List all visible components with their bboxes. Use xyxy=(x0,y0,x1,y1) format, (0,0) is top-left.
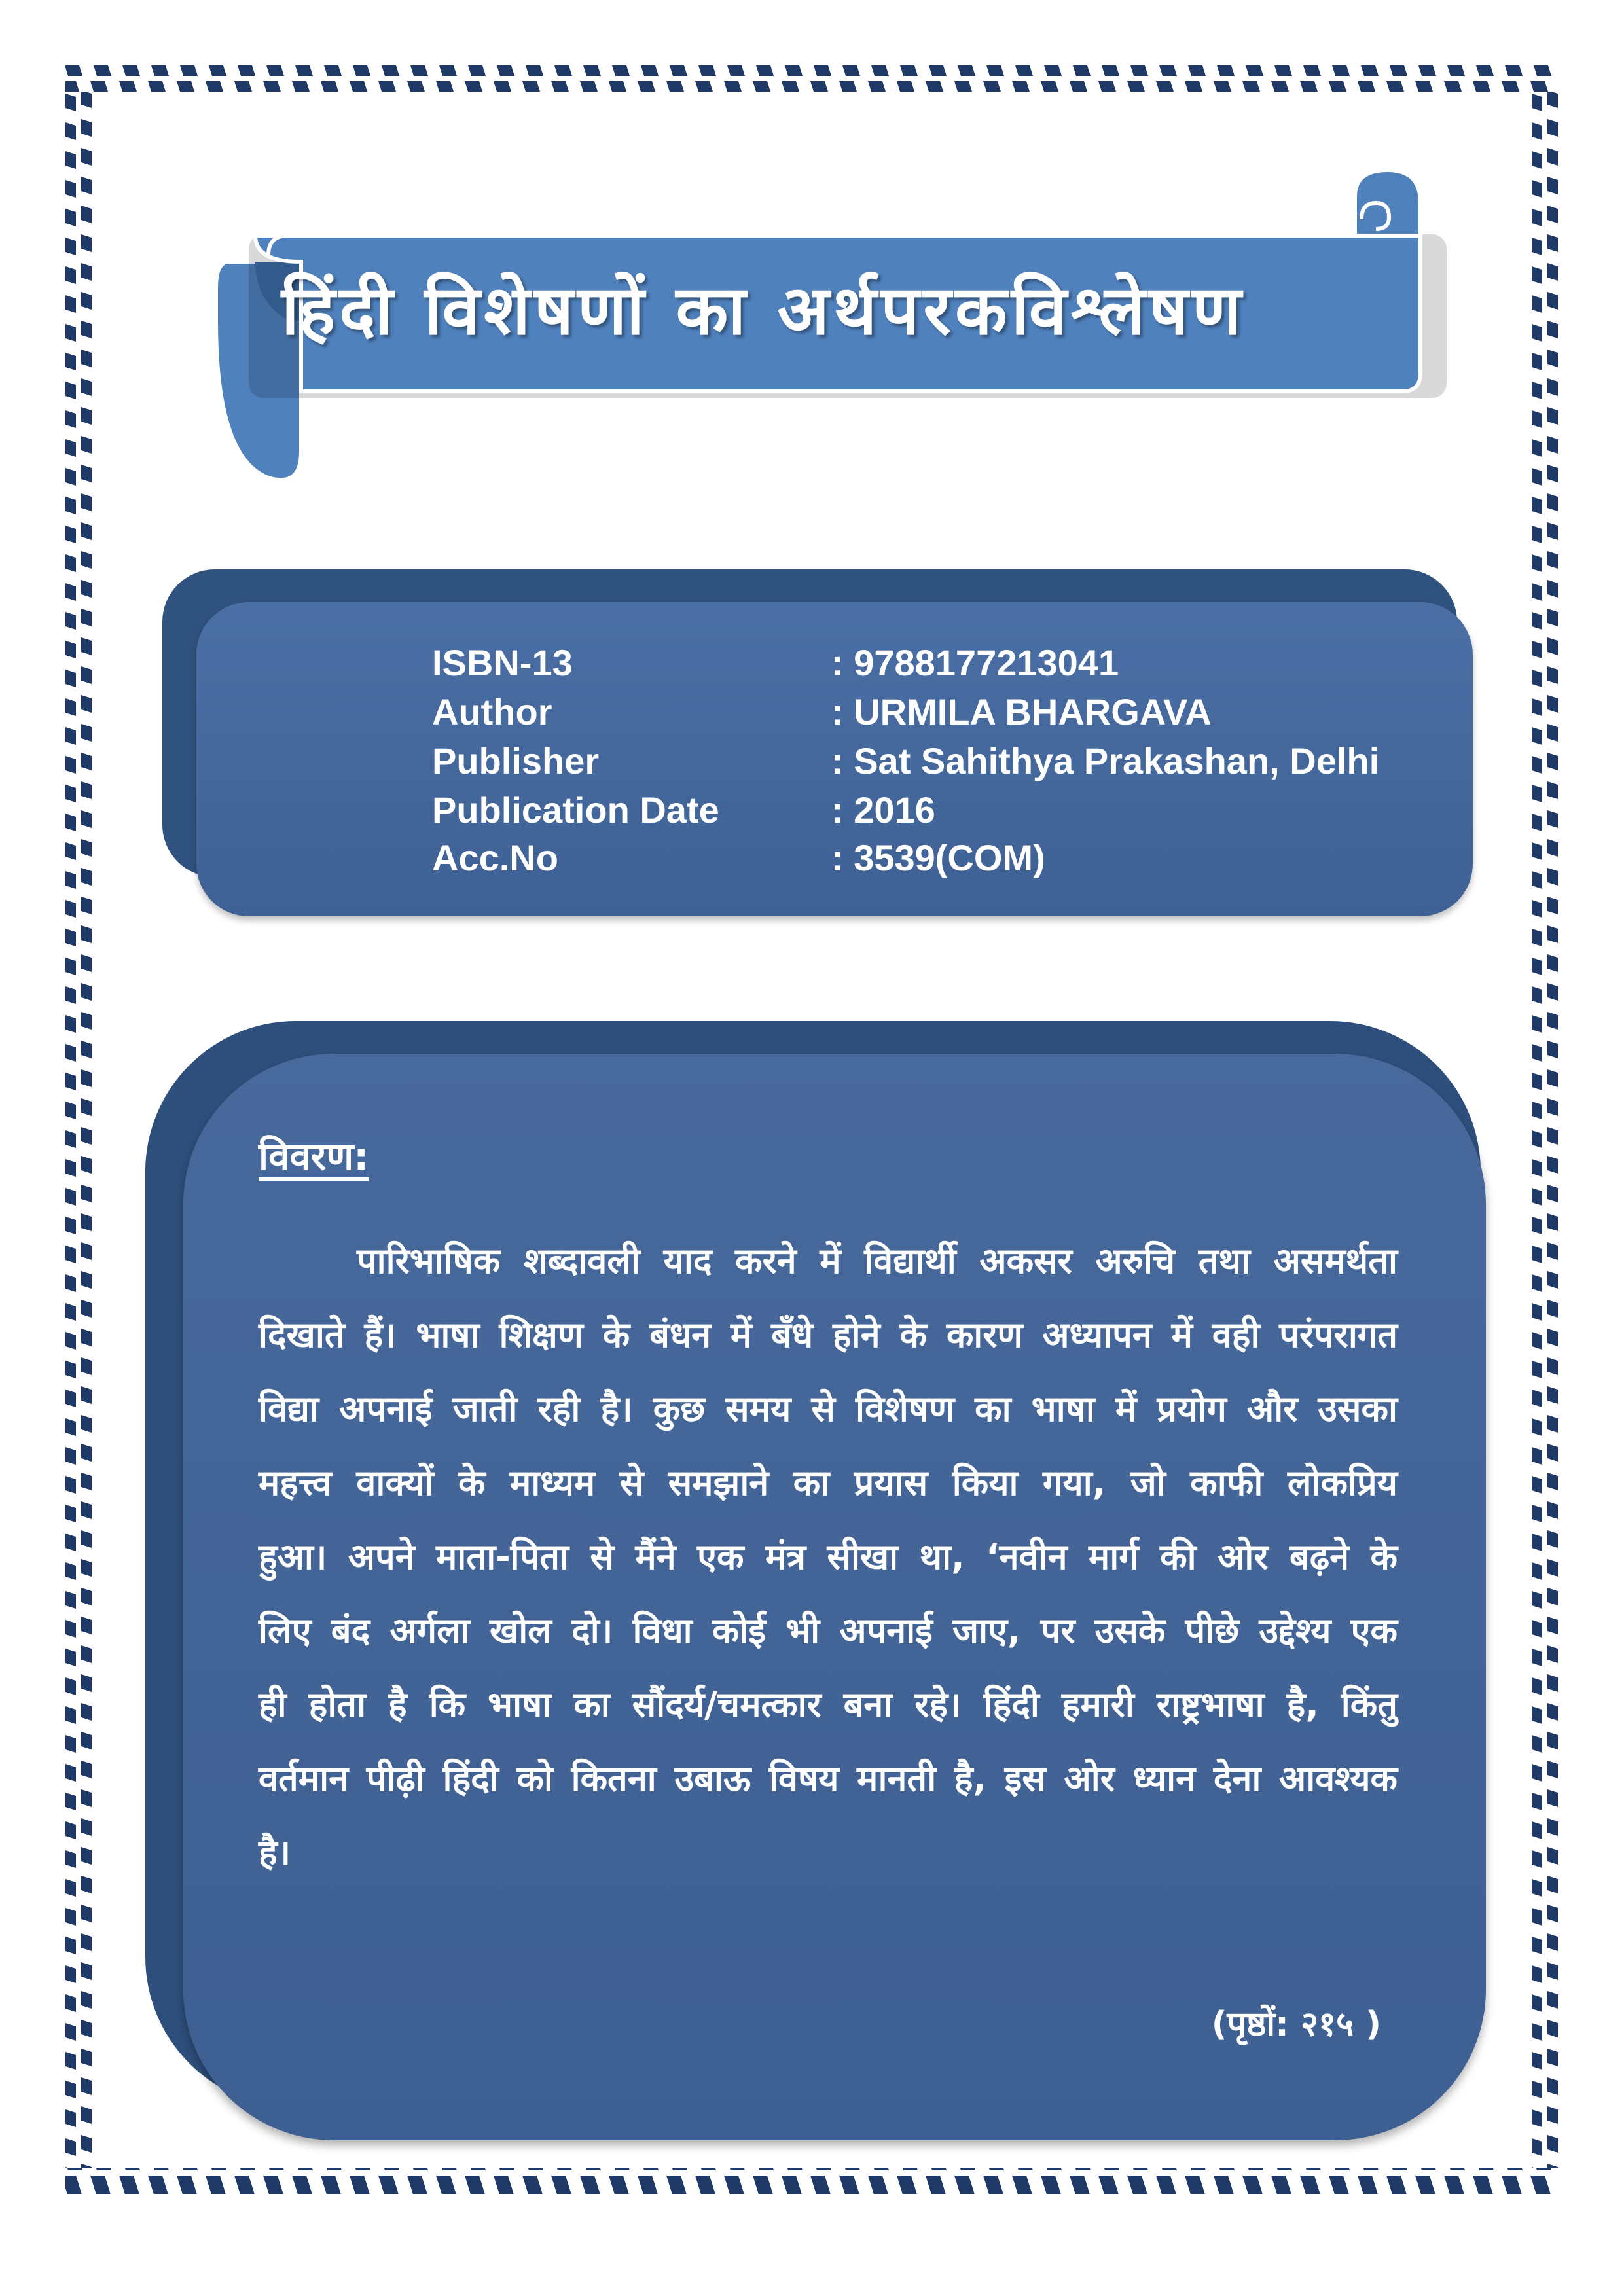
info-value: : 3539(COM) xyxy=(831,837,1045,878)
description-heading: विवरण: xyxy=(259,1134,369,1179)
info-value: : URMILA BHARGAVA xyxy=(831,691,1212,732)
info-label: Author xyxy=(432,691,552,732)
description-body: पारिभाषिक शब्दावली याद करने में विद्यार्थी अकसर अरुचि तथा असमर्थता दिखाते हैं। भाषा शिक्षण के बंधन में बँधे होने के कारण अध्यापन में वही परंपरागत विद्या अपनाई जाती रही है। कुछ समय से विशेषण का भाषा में प्रयोग और उसका महत्त्व वाक्यों के माध्यम से समझाने का प्रयास किया गया, जो काफी लोकप्रिय हुआ। अपने माता-पिता से मैंने एक मंत्र सीखा था, ‘नवीन मार्ग की ओर बढ़ने के लिए बंद अर्गला खोल दो। विधा कोई भी अपनाई जाए, पर उसके पीछे उद्देश्य एक ही होता है कि भाषा का सौंदर्य/चमत्कार बना रहे। हिंदी हमारी राष्ट्रभाषा है, किंतु वर्तमान पीढ़ी हिंदी को कितना उबाऊ विषय मानती है, इस ओर ध्यान देना आवश्यक है। xyxy=(259,1240,1398,1873)
info-label: Publication Date xyxy=(432,789,719,831)
page-count: (पृष्ठों: २१५ ) xyxy=(1211,2005,1381,2044)
info-label: Publisher xyxy=(432,740,600,781)
info-label: Acc.No xyxy=(432,837,558,878)
info-label: ISBN-13 xyxy=(432,642,573,683)
book-info-panel xyxy=(196,602,1473,916)
info-value: : 2016 xyxy=(831,789,935,831)
info-value: : 9788177213041 xyxy=(831,642,1119,683)
title-banner xyxy=(190,157,1473,497)
info-value: : Sat Sahithya Prakashan, Delhi xyxy=(831,740,1380,781)
book-title: हिंदी विशेषणों का अर्थपरकविश्लेषण xyxy=(281,270,1246,350)
